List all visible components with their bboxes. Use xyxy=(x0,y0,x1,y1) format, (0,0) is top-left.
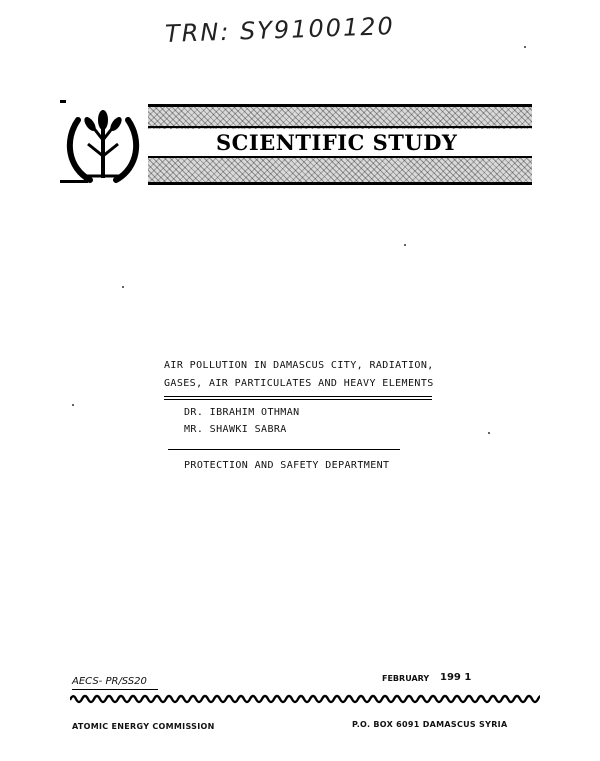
study-title-line-2: GASES, AIR PARTICULATES AND HEAVY ELEMENTS xyxy=(164,378,434,389)
publication-year: 199 1 xyxy=(440,672,472,683)
decorative-wave-border xyxy=(70,692,540,706)
author-divider xyxy=(168,449,400,450)
reference-underline xyxy=(72,689,158,690)
department-name: PROTECTION AND SAFETY DEPARTMENT xyxy=(184,460,390,471)
scan-speck xyxy=(72,404,74,406)
author-name: DR. IBRAHIM OTHMAN xyxy=(184,407,300,418)
scan-speck xyxy=(524,46,526,48)
banner-texture-bottom xyxy=(148,158,532,185)
banner-rule xyxy=(148,126,532,128)
scan-speck xyxy=(122,286,124,288)
organization-name: ATOMIC ENERGY COMMISSION xyxy=(72,722,215,731)
title-divider xyxy=(164,396,432,397)
author-name: MR. SHAWKI SABRA xyxy=(184,424,287,435)
publication-month: FEBRUARY xyxy=(382,674,430,683)
title-divider xyxy=(164,399,432,400)
wheat-laurel-logo-icon xyxy=(60,100,146,186)
report-reference: AECS- PR/SS20 xyxy=(72,676,147,687)
tracking-number: TRN: SY9100120 xyxy=(164,11,396,49)
study-title-line-1: AIR POLLUTION IN DAMASCUS CITY, RADIATION, xyxy=(164,360,434,371)
organization-address: P.O. BOX 6091 DAMASCUS SYRIA xyxy=(352,720,508,729)
banner-title: SCIENTIFIC STUDY xyxy=(216,130,458,155)
scan-speck xyxy=(488,432,490,434)
scan-speck xyxy=(404,244,406,246)
